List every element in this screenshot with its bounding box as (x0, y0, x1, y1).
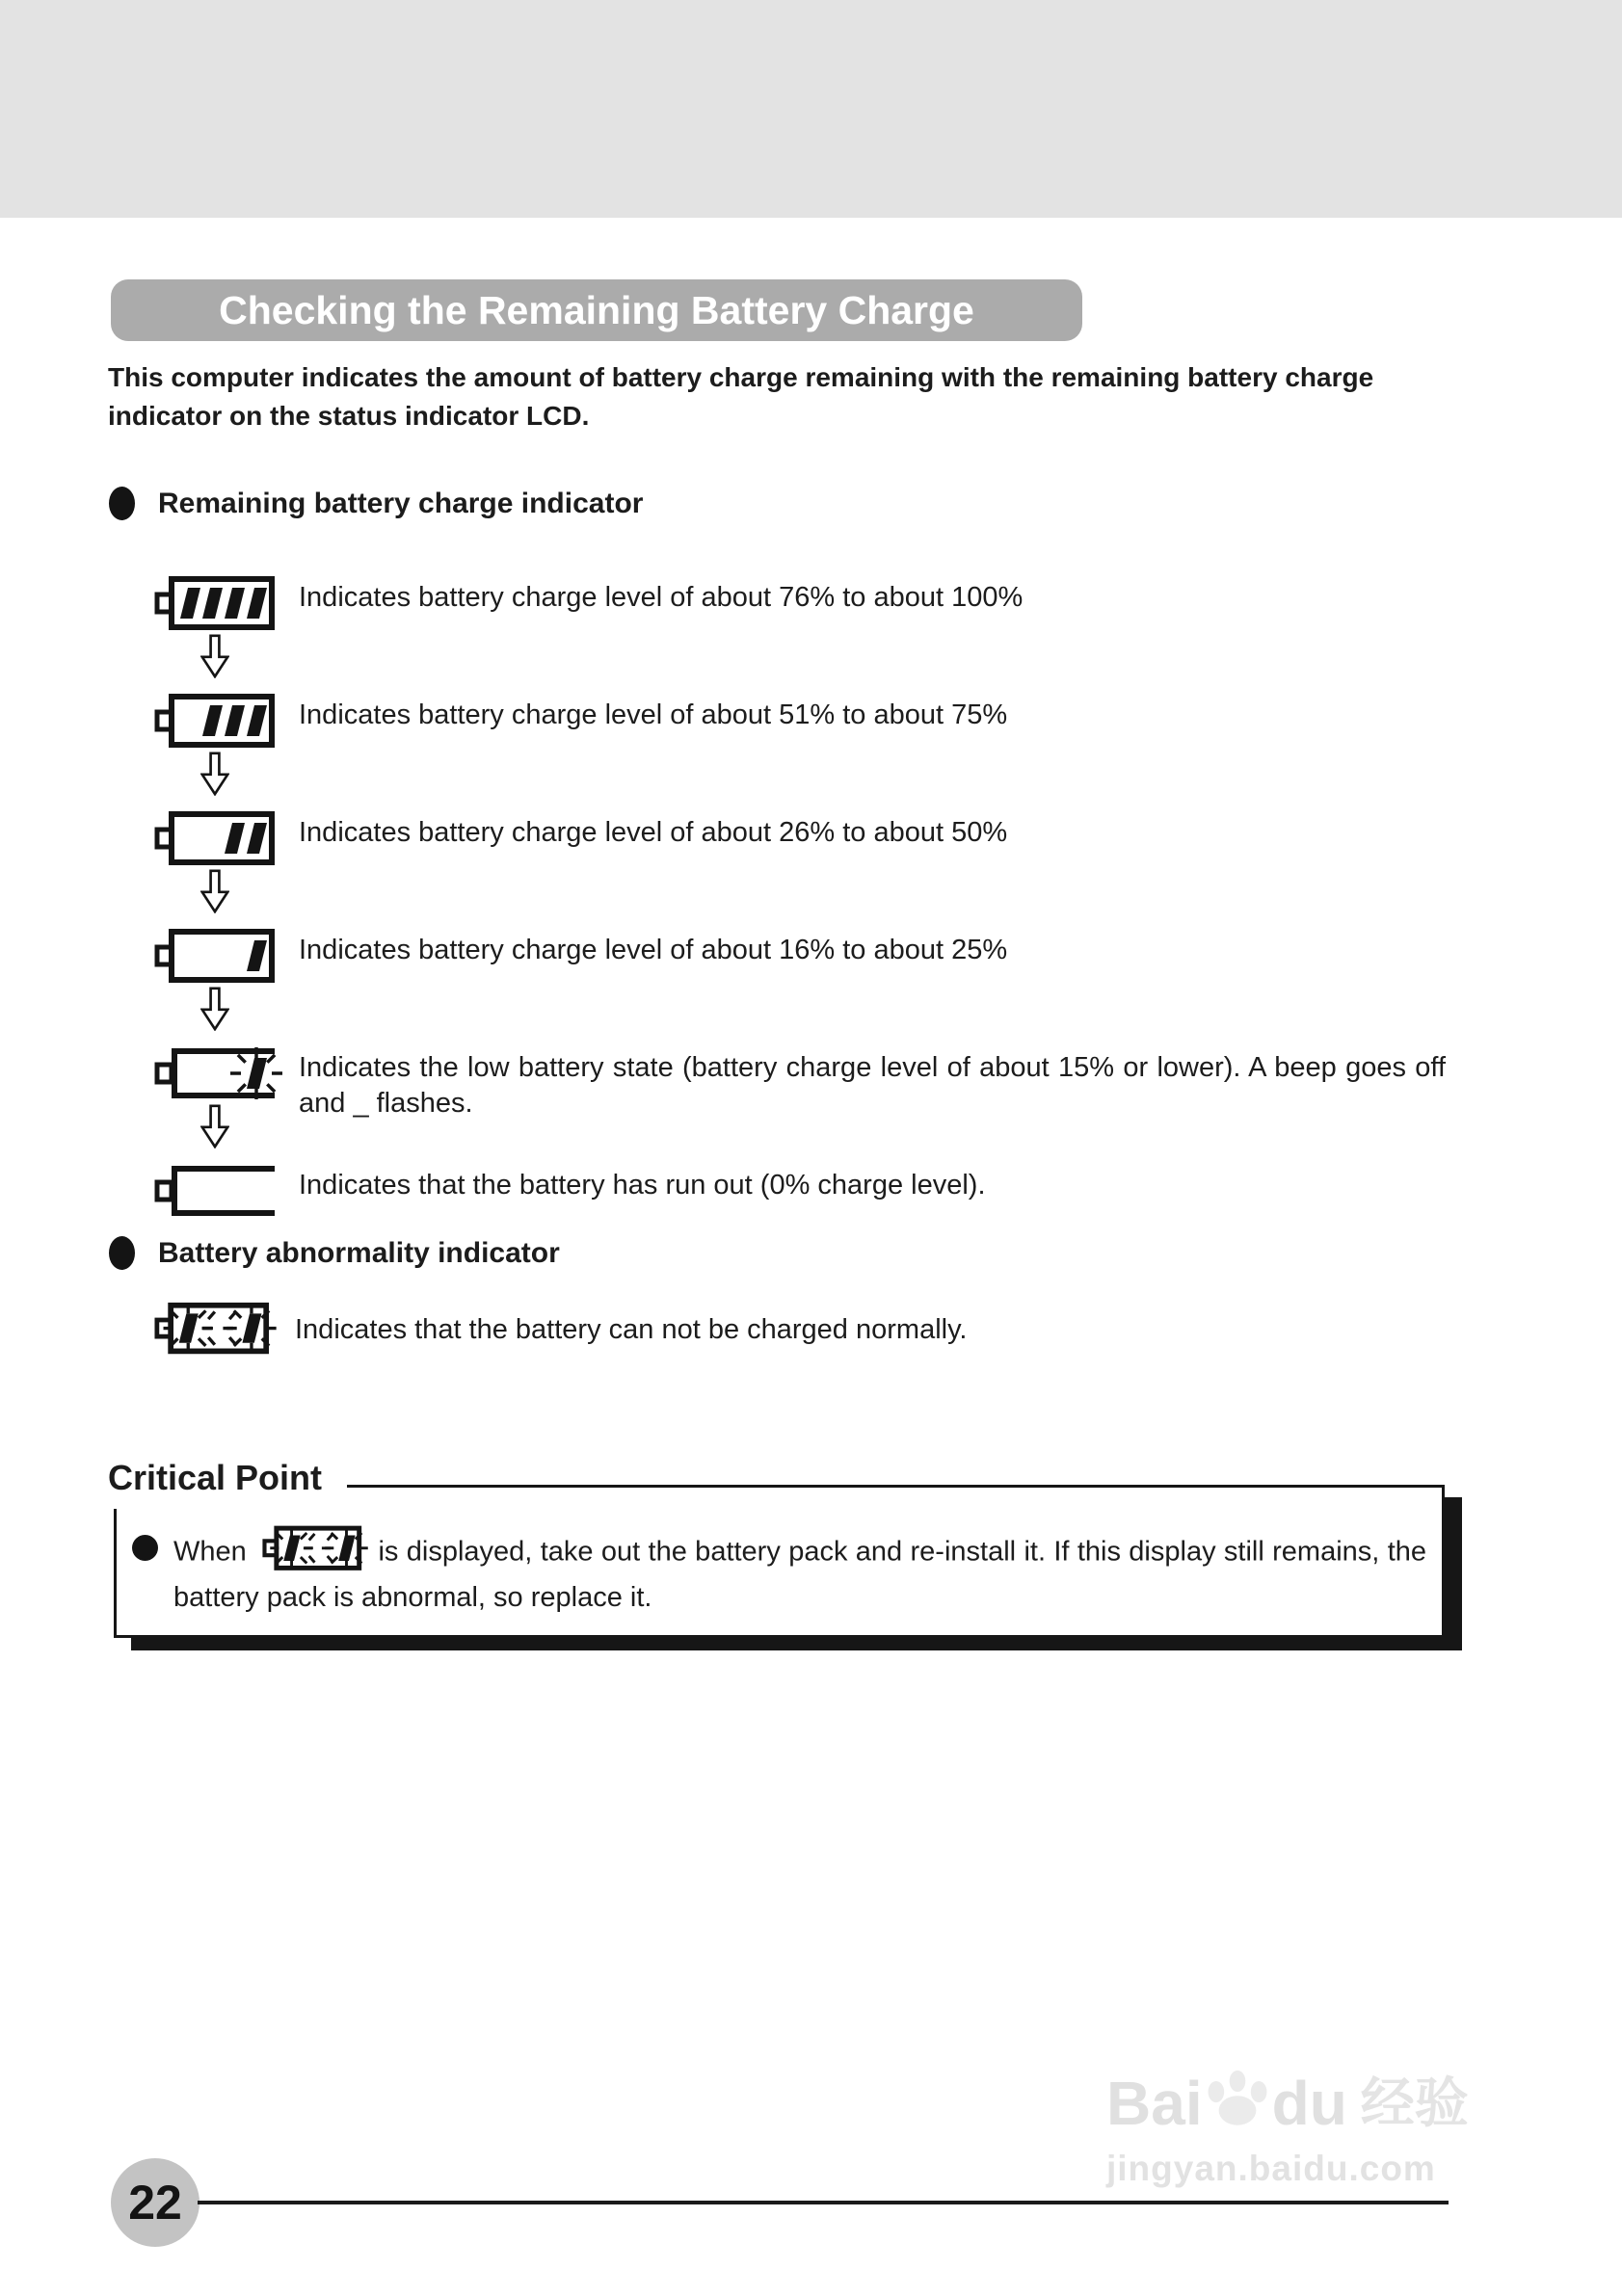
critical-point-text-suffix: is displayed, take out the battery pack and re-install it. If this display still remains, the battery pack is abnormal, so replace it. (173, 1536, 1427, 1613)
battery-empty-icon (154, 1162, 276, 1225)
indicator-row (154, 574, 1446, 637)
baidu-watermark (1106, 2064, 1469, 2189)
down-arrow-icon (200, 1104, 229, 1153)
battery-2-bars-icon (154, 809, 276, 872)
bullet-icon (109, 487, 135, 520)
indicator-row (154, 809, 1446, 872)
battery-4-bars-icon (154, 574, 276, 637)
remaining-heading-label: Remaining battery charge indicator (158, 487, 644, 519)
section-title-banner (111, 279, 1082, 341)
abnormality-text: Indicates that the battery can not be charged normally. (295, 1314, 968, 1345)
bullet-icon (132, 1535, 158, 1561)
down-arrow-icon (200, 869, 229, 918)
abnormality-heading (109, 1236, 560, 1270)
page-title: Checking the Remaining Battery Charge (219, 287, 974, 332)
baidu-watermark-url: jingyan.baidu.com (1106, 2149, 1436, 2188)
indicator-text: Indicates battery charge level of about 16% to about 25% (299, 935, 1008, 965)
battery-abnormal-inline-icon (254, 1537, 370, 1568)
baidu-logo-cn: 经验 (1360, 2072, 1469, 2133)
battery-abnormal-flashing-icon (154, 1301, 270, 1360)
bullet-icon (109, 1236, 135, 1270)
abnormality-row (154, 1301, 968, 1360)
abnormality-heading-label: Battery abnormality indicator (158, 1236, 560, 1269)
critical-point-text (173, 1524, 1426, 1621)
indicator-row (154, 1044, 1446, 1122)
indicator-text: Indicates battery charge level of about 26% to about 50% (299, 817, 1008, 848)
indicator-text: Indicates the low battery state (battery charge level of about 15% or lower). A beep goes off and _ flashes. (299, 1052, 1446, 1119)
baidu-logo (1106, 2064, 1469, 2143)
indicator-text: Indicates battery charge level of about 51% to about 75% (299, 699, 1008, 730)
page-number: 22 (128, 2176, 182, 2230)
critical-point-content (132, 1524, 1426, 1621)
indicator-row (154, 1162, 1446, 1225)
remaining-indicator-heading (109, 487, 643, 520)
indicator-row (154, 692, 1446, 754)
indicator-text: Indicates that the battery has run out (0% charge level). (299, 1170, 986, 1201)
baidu-logo-right: du (1271, 2069, 1347, 2138)
baidu-paw-icon (1203, 2064, 1272, 2143)
down-arrow-icon (200, 752, 229, 801)
page-number-badge (111, 2158, 199, 2247)
intro-paragraph: This computer indicates the amount of battery charge remaining with the remaining battery charge indicator on the status indicator LCD. (108, 362, 1374, 431)
battery-low-flashing-icon (154, 1044, 276, 1107)
footer-rule (198, 2201, 1449, 2204)
critical-point-text-prefix: When (173, 1536, 247, 1568)
page-top-scan-band (0, 0, 1622, 218)
critical-point-heading: Critical Point (108, 1457, 347, 1509)
battery-1-bar-icon (154, 927, 276, 990)
indicator-row (154, 927, 1446, 990)
battery-3-bars-icon (154, 692, 276, 754)
down-arrow-icon (200, 987, 229, 1036)
baidu-logo-left: Bai (1106, 2069, 1203, 2138)
down-arrow-icon (200, 634, 229, 683)
indicator-text: Indicates battery charge level of about 76% to about 100% (299, 582, 1024, 613)
